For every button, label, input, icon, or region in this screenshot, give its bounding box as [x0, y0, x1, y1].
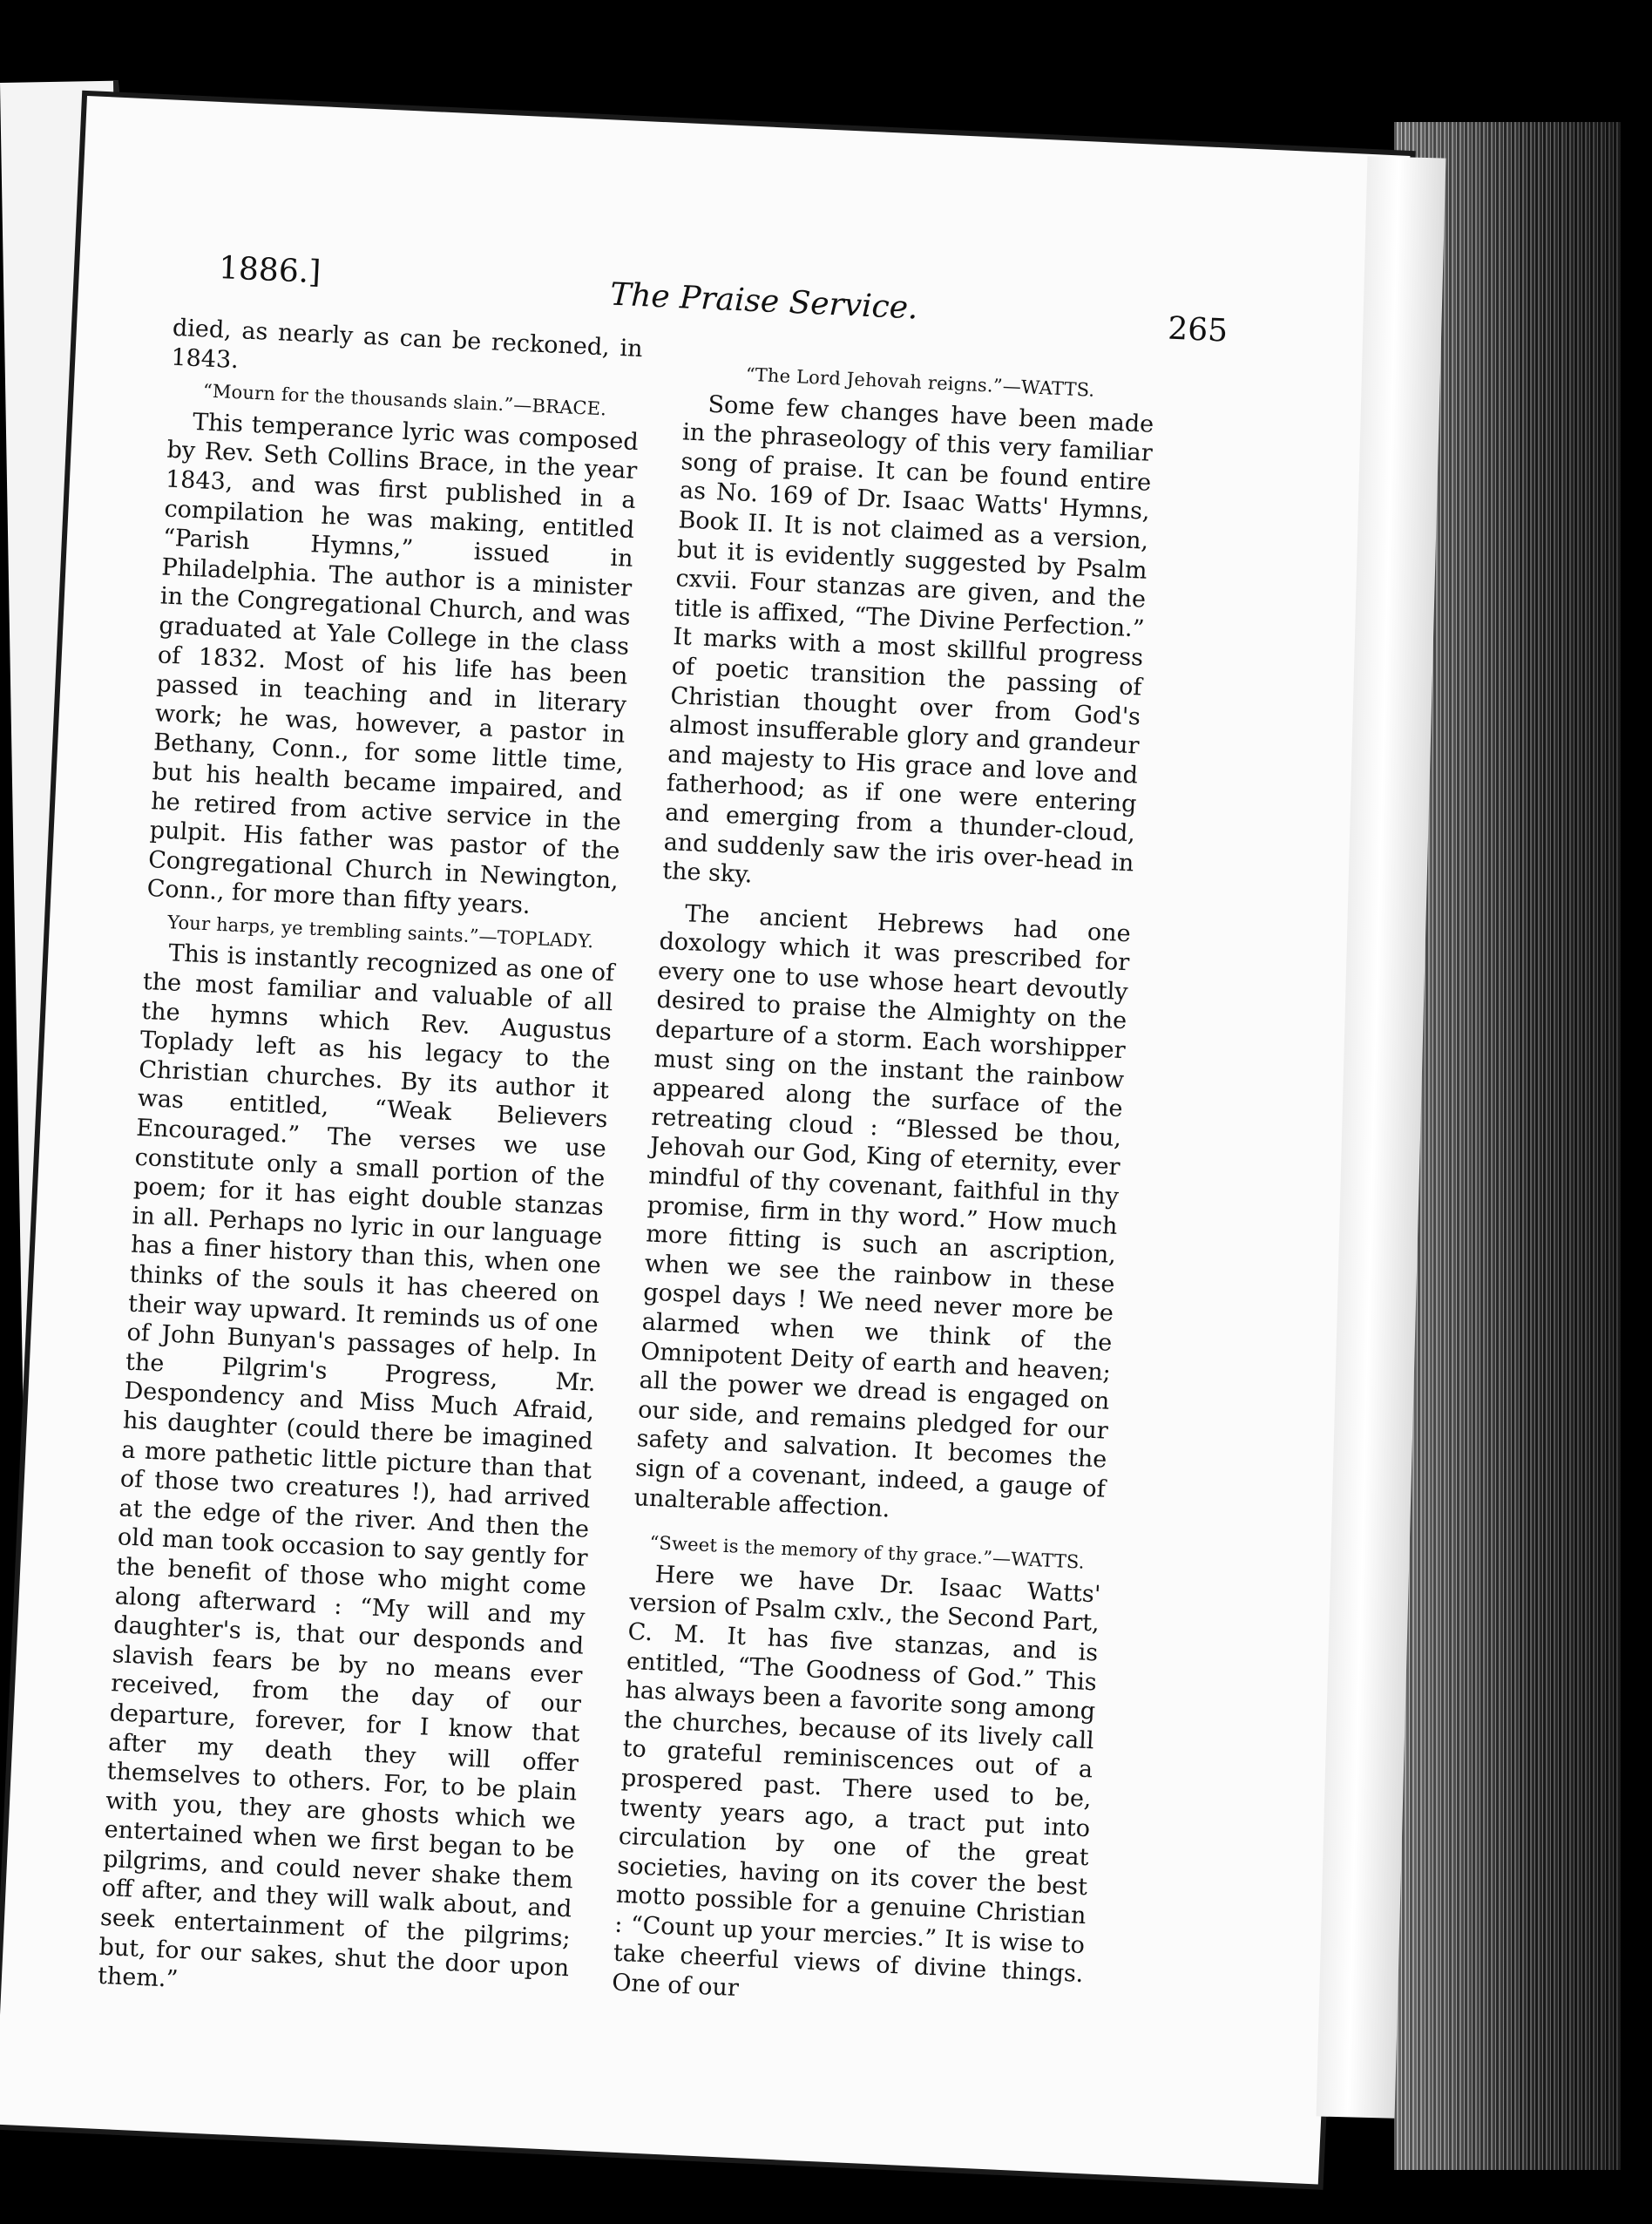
paragraph: This is instantly recognized as one of the most familiar and valuable of all the hymns which Rev. Augustus Toplady left as his legacy to the Christian churches. By its author it was entitled, “Weak Believers Encouraged.” The verses we use constitute only a small portion of the poem; for it has eight double stanzas in all. Perhaps no lyric in our language has a finer history than this, when one thinks of the souls it has cheered on their way upward. It reminds us of one of John Bunyan's passages of help. In the Pilgrim's Progress, Mr. Despondency and Miss Much Afraid, his daughter (could there be imagined a more pathetic little picture than that of those two creatures !), had arrived at the edge of the river. And then the old man took occasion to say gently for the benefit of those who might come along afterward : “My will and my daughter's is, that our desponds and slavish fears be by no means ever received, from the day of our departure, forever, for I know that after my death they will offer themselves to others. For, to be plain with you, they are ghosts which we entertained when we first began to be pilgrims, and could never shake them off after, and they will walk about, and seek entertainment of the pilgrims; but, for our sakes, shut the door upon them.” — [97, 939, 615, 1994]
hymn-heading: “Sweet is the memory of thy grace.”—WATTS. — [648, 1532, 1086, 1573]
paragraph-continued: died, as nearly as can be reckoned, in 1843. — [170, 314, 644, 374]
book-page — [0, 96, 1410, 2185]
hymn-heading: “The Lord Jehovah reigns.”—WATTS. — [745, 363, 1095, 401]
page-number: 265 — [1167, 310, 1229, 349]
hymn-heading: Your harps, ye trembling saints.”—TOPLADY. — [166, 912, 594, 953]
left-column — [97, 314, 643, 2012]
paragraph: Here we have Dr. Isaac Watts' version of Psalm cxlv., the Second Part, C. M. It has five stanzas, and is entitled, “The Goodness of God.” This has always been a favorite song among the churches, because of its lively call to grateful reminiscences out of a prospered past. There used to be, twenty years ago, a tract put into circulation by one of the great societies, having on its cover the best motto possible for a genuine Christian : “Count up your mercies.” It is wise to take cheerful views of divine things. One of our — [611, 1561, 1101, 2003]
hymn-heading: “Mourn for the thousands slain.”—BRACE. — [202, 380, 607, 420]
paragraph: Some few changes have been made in the phraseology of this very familiar song of praise. It can be found entire as No. 169 of Dr. Isaac Watts' Hymns, Book II. It is not claimed as a version, but it is evidently suggested by Psalm cxvii. Four stanzas are given, and the title is affixed, “The Divine Perfection.” It marks with a most skillful progress of poetic transition the passing of Christian thought over from God's almost insufferable glory and grandeur and majesty to His grace and love and fatherhood; as if one were entering and emerging from a thunder-cloud, and suddenly saw the iris over-head in the sky. — [661, 390, 1154, 889]
paragraph: This temperance lyric was composed by Rev. Seth Collins Brace, in the year 1843, and was first published in a compilation he was making, entitled “Parish Hymns,” issued in Philadelphia. The author is a minister in the Congregational Church, and was graduated at Yale College in the class of 1832. Most of his life has been passed in teaching and in literary work; he was, however, a pastor in Bethany, Conn., for some little time, but his health became impaired, and he retired from active service in the pulpit. His father was pastor of the Congregational Church in Newington, Conn., for more than fifty years. — [146, 408, 640, 920]
running-head-year: 1886.] — [218, 250, 322, 291]
right-column — [612, 354, 1156, 2018]
running-head-title: The Praise Service. — [609, 276, 919, 327]
paragraph: The ancient Hebrews had one doxology which it was prescribed for every one to use whose heart devoutly desired to praise the Almighty on the departure of a storm. Each worshipper must sing on the instant the rainbow appeared along the surface of the retreating cloud : “Blessed be thou, Jehovah our God, King of eternity, ever mindful of thy covenant, faithful in thy promise, firm in thy word.” How much more fitting is such an ascription, when we see the rainbow in these gospel days ! We need never more be alarmed when we think of the Omnipotent Deity of earth and heaven; all the power we dread is engaged on our side, and remains pledged for our safety and salvation. It becomes the sign of a covenant, indeed, a gauge of unalterable affection. — [633, 899, 1132, 1523]
